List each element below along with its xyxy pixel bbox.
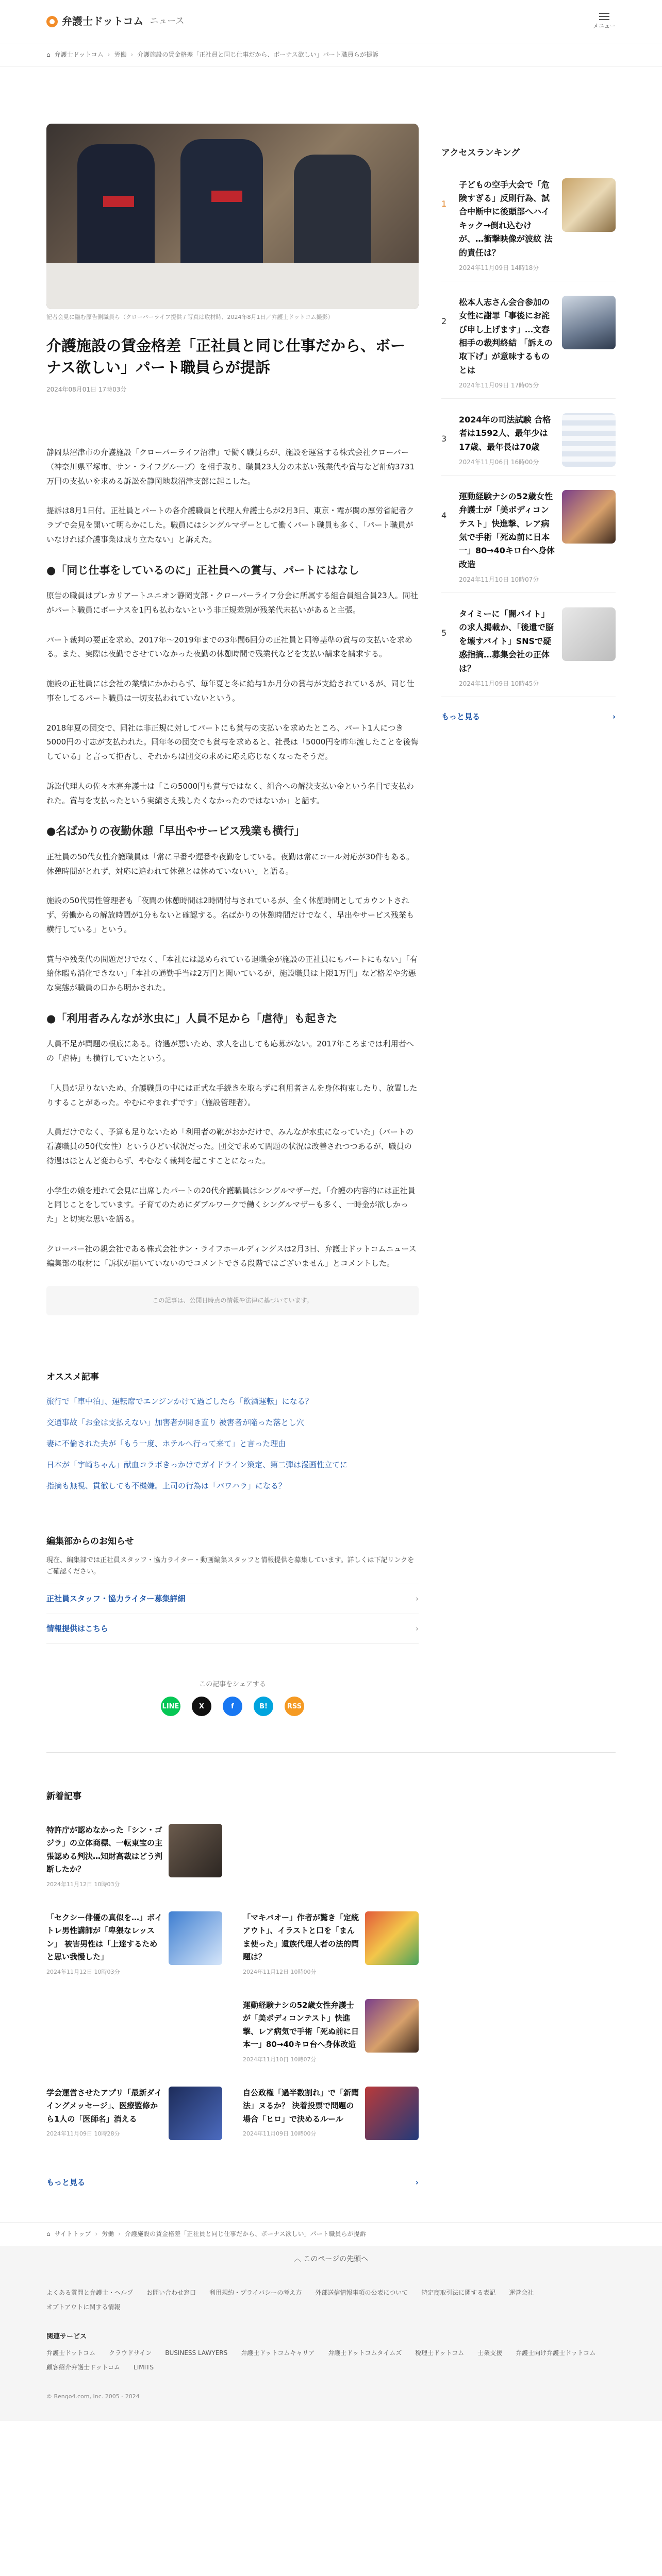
new-article-title: 「マキバオー」作者が驚き「定統アウト」、イラストと口を「まんま使った」遺族代理人者の法的問題は？ (243, 1912, 359, 1962)
breadcrumb-item[interactable]: 弁護士ドットコム (54, 51, 104, 58)
article-paragraph: 正社員の50代女性介護職員は「常に早番や遅番や夜勤をしている。夜勤は常にコール対応が30件もある。休憩時間がとれず、対応に追われて休憩とは休めていないい」と語る。 (46, 852, 414, 876)
footer-links (46, 2288, 616, 2312)
article-hero-image (46, 124, 419, 309)
breadcrumb-item[interactable]: サイトトップ (54, 2230, 91, 2238)
logo-mark-icon (46, 16, 58, 27)
ranking-number: 3 (441, 433, 447, 444)
new-articles-title: 新着記事 (46, 1791, 81, 1802)
editorial-text: 現在、編集部では正社員スタッフ・協力ライター・動画編集スタッフと情報提供を募集しています。詳しくは下記リンクをご確認ください。 (46, 1556, 415, 1576)
tip-link[interactable] (46, 1614, 419, 1644)
service-link[interactable]: LIMITS (134, 2363, 154, 2371)
menu-label: メニュー (593, 23, 616, 30)
chevron-right-icon: › (416, 1594, 419, 1604)
ranking-item[interactable] (441, 604, 616, 697)
new-article-title: 特許庁が認めなかった「シン・ゴジラ」の立体商標、一転東宝の主張認める判決…知財高裁はどう判断したか？ (46, 1825, 163, 1874)
new-article-thumbnail (365, 1911, 419, 1965)
ranking-thumbnail (562, 178, 616, 232)
ranking-item-date: 2024年11月09日 10時45分 (459, 680, 539, 687)
service-link[interactable]: 税理士ドットコム (415, 2349, 465, 2357)
image-caption: 記者会見に臨む原告側職員ら（クローバーライフ提供 / 写真は取材時、2024年8月1日／弁護士ドットコム撮影） (46, 313, 334, 320)
section-heading: ●名ばかりの夜勤休憩「早出やサービス残業も横行」 (46, 825, 305, 838)
ranking-thumbnail (562, 607, 616, 661)
recommended-articles (46, 1369, 419, 1496)
new-articles-more-label: もっと見る (46, 2177, 86, 2187)
section-heading: ●「利用者みんなが氷虫に」人員不足から「虐待」も起きた (46, 1012, 338, 1025)
ranking-number: 2 (441, 316, 447, 326)
breadcrumb-item[interactable]: 労働 (114, 51, 127, 58)
new-article-title: 「セクシー俳優の真似を…」ボイトレ男性講師が「卑猥なレッスン」 被害男性は「上達するためと思い我慢した」 (46, 1912, 163, 1962)
footer-link[interactable]: お問い合わせ窓口 (146, 2289, 196, 2297)
new-article-date: 2024年11月10日 10時07分 (243, 2056, 317, 2063)
new-article-card-empty (243, 1824, 419, 1891)
page-top-link[interactable] (0, 2246, 662, 2273)
new-article-card[interactable] (243, 1999, 419, 2066)
article-paragraph: 人員不足が問題の根底にある。待遇が悪いため、求人を出しても応募がない。2017年ころまでは利用者への「虐待」も横行していたという。 (46, 1039, 414, 1063)
hamburger-icon (599, 13, 609, 20)
article-paragraph: クローバー社の親会社である株式会社サン・ライフホールディングスは2月3日、弁護士ドットコムニュース編集部の取材に「訴状が届いていないのでコメントできる段階ではございません」とコメントした。 (46, 1244, 417, 1268)
article-paragraph: 訴訟代理人の佐々木亮弁護士は「この5000円も賞与ではなく、組合への解決支払い金という名目で支払われた。賞与を支払ったという実績さえ残したくなかったのではないか」と話す。 (46, 781, 414, 805)
ranking-item[interactable] (441, 487, 616, 593)
ranking-item-date: 2024年11月06日 16時00分 (459, 459, 539, 466)
new-article-title: 運動経験ナシの52歳女性弁護士が「美ボディコンテスト」快進撃、レア病気で手術「死ぬ前に日本一」80→40キロ台へ身体改造 (243, 2000, 359, 2049)
article-paragraph: 「人員が足りないため、介護職員の中には正式な手続きを取らずに利用者さんを身体拘束したり、放置したりすることがあった。やむにやまれずです」（施設管理者）。 (46, 1083, 418, 1107)
new-article-title: 自公政権「過半数割れ」で「新聞法」ヌるか？ 決着投票で問題の場合「ヒロ」で決めるルール (243, 2088, 359, 2124)
ranking-item[interactable] (441, 410, 616, 476)
article-paragraph: 人員だけでなく、予算も足りないため「利用者の靴がおかだけで、みんなが水虫になっていた」（パートの看護職員の50代女性）というひどい状況だった。団交で求めて問題の状況は改善されつつあるが、職員の待遇はほとんど変わらず、やむなく裁判を起こすことになった。 (46, 1127, 413, 1165)
breadcrumb-separator: › (107, 51, 110, 58)
new-article-date: 2024年11月09日 10時28分 (46, 2130, 120, 2138)
ranking-item-date: 2024年11月10日 10時07分 (459, 576, 539, 584)
new-article-date: 2024年11月12日 10時03分 (46, 1968, 120, 1975)
new-article-date: 2024年11月12日 10時00分 (243, 1968, 317, 1975)
new-article-title: 学会運営させたアプリ「最新ダイイングメッセージ」、医療監修から1人の「医師名」消える (46, 2088, 162, 2124)
new-article-card[interactable] (46, 1911, 222, 1978)
chevron-right-icon: › (416, 1624, 419, 1634)
recruit-link[interactable] (46, 1584, 419, 1614)
ranking-number: 5 (441, 628, 447, 638)
recruit-link-label: 正社員スタッフ・協力ライター募集詳細 (46, 1594, 186, 1604)
service-link[interactable]: 士業支援 (477, 2349, 503, 2357)
breadcrumb (0, 43, 662, 66)
ranking-item[interactable] (441, 293, 616, 399)
article-paragraph: 提訴は8月1日付。正社員とパートの各介護職員と代理人弁護士らが2月3日、東京・霞が関の厚労省記者クラブで会見を開いて明らかにした。職員にはシングルマザーとして働くパート職員も多く、「パート職員がいなければ介護事業は成り立たない」と訴えた。 (46, 506, 415, 544)
article-paragraph: 賞与や残業代の問題だけでなく、「本社には認められている退職金が施設の正社員にもパートにもない」「有給休暇も消化できない」「本社の通勤手当は2万円と聞いているが、施設職員は上限1万円」など格差や劣悪な実態が職員の口から明かされた。 (46, 954, 418, 993)
home-icon: ⌂ (46, 2230, 51, 2238)
chevron-up-icon: ︿ (293, 2255, 304, 2263)
sidebar (441, 124, 616, 1717)
ranking-thumbnail (562, 296, 616, 349)
ranking-item-title: 松本人志さん会合参加の女性に謝罪「事後にお詫び申し上げます」…文春相手の裁判終結 「訴えの取下げ」が意味するものとは (459, 297, 553, 375)
new-article-thumbnail (365, 2087, 419, 2140)
article-main (46, 124, 419, 1717)
article-paragraph: 2018年夏の団交で、同社は非正規に対してパートにも賞与の支払いを求めたところ、パート1人につき5000円の寸志が支払われた。同年冬の団交でも賞与を求めると、社長は「5000円を昨年渡したことを後悔している」と言って拒否し、それからは団交の求めに応え応じなくなったそうだ。 (46, 723, 419, 761)
share-label: この記事をシェアする (199, 1681, 266, 1689)
editorial-notice (46, 1534, 419, 1645)
line-share-icon[interactable]: LINE (161, 1697, 180, 1716)
chevron-right-icon: › (612, 711, 616, 721)
ranking-more-label: もっと見る (441, 711, 481, 721)
service-link[interactable]: 弁護士ドットコム (46, 2349, 96, 2357)
footer-link[interactable]: オプトアウトに関する情報 (46, 2303, 121, 2311)
article-paragraph: 原告の職員はプレカリアートユニオン静岡支部・クローバーライフ分会に所属する組合員組合員23人。同社がパート職員にボーナスを1円も払わないという非正規差別が残業代未払いがあると主張。 (46, 591, 418, 615)
article-date: 2024年08月01日 17時03分 (46, 386, 127, 394)
article-title: 介護施設の賃金格差「正社員と同じ仕事だから、ボーナス欲しい」パート職員らが提訴 (46, 337, 406, 377)
ranking-number: 4 (441, 510, 447, 520)
site-header (0, 0, 662, 43)
article-paragraph: 施設の50代男性管理者も「夜間の休憩時間は2時間付与されているが、全く休憩時間としてカウントされず、労働からの解放時間が1分もないと確認する。名ばかりの休憩時間だけでなく、早出やサービス残業も横行している」という。 (46, 896, 415, 934)
service-link[interactable]: 弁護士向け弁護士ドットコム (516, 2349, 596, 2357)
rss-icon[interactable]: RSS (285, 1697, 304, 1716)
new-article-thumbnail (365, 1999, 419, 2053)
recommended-link[interactable]: 指摘も無視、貫徹しても不機嫌。上司の行為は「パワハラ」になる？ (46, 1481, 287, 1490)
new-articles-more-link[interactable] (46, 2174, 419, 2191)
new-article-date: 2024年11月09日 10時00分 (243, 2130, 317, 2138)
ranking-item-title: 2024年の司法試験 合格者は1592人、最年少は17歳、最年長は70歳 (459, 414, 551, 452)
hatena-share-icon[interactable]: B! (254, 1697, 273, 1716)
breadcrumb-separator: › (130, 51, 134, 58)
tip-link-label: 情報提供はこちら (46, 1624, 109, 1634)
new-articles (46, 1752, 616, 2191)
new-article-card[interactable] (243, 1911, 419, 1978)
service-link[interactable]: BUSINESS LAWYERS (165, 2349, 228, 2357)
ranking-item-title: 運動経験ナシの52歳女性弁護士が「美ボディコンテスト」快進撃、レア病気で手術「死ぬ前に日本一」80→40キロ台へ身体改造 (459, 491, 555, 569)
footer-link[interactable]: よくある質問と弁護士・ヘルプ (46, 2289, 134, 2297)
new-article-date: 2024年11月12日 10時03分 (46, 1880, 120, 1888)
chevron-right-icon: › (415, 2177, 419, 2187)
share-section (46, 1680, 419, 1716)
home-icon: ⌂ (46, 51, 51, 58)
recommended-title: オススメ記事 (46, 1372, 99, 1383)
breadcrumb-separator: › (118, 2230, 121, 2238)
ranking-item-date: 2024年11月09日 17時05分 (459, 382, 539, 389)
site-logo[interactable] (46, 12, 185, 31)
footer-link[interactable]: 運営会社 (509, 2289, 534, 2297)
footer-link[interactable]: 特定商取引法に関する表記 (421, 2289, 496, 2297)
recommended-link[interactable]: 日本が「宇崎ちゃん」献血コラボきっかけでガイドライン策定、第二弾は漫画性立てに (46, 1460, 348, 1469)
service-link[interactable]: 弁護士ドットコムキャリア (241, 2349, 315, 2357)
article-paragraph: 施設の正社員には会社の業績にかかわらず、毎年夏と冬に給与1か月分の賞与が支給されているが、同じ仕事をしてるパート職員は一切支払われていないという。 (46, 679, 415, 703)
brand-sub: ニュース (150, 15, 185, 26)
services-title: 関連サービス (46, 2333, 87, 2341)
footer-link[interactable]: 外部送信情報事項の公表について (315, 2289, 408, 2297)
recommended-link[interactable]: 交通事故「お金は支払えない」加害者が開き直り 被害者が陥った落とし穴 (46, 1417, 304, 1427)
ranking-thumbnail (562, 413, 616, 467)
footer-breadcrumb (0, 2223, 662, 2246)
site-footer (0, 2222, 662, 2421)
services-links (46, 2348, 616, 2372)
breadcrumb-current: 介護施設の賃金格差「正社員と同じ仕事だから、ボーナス欲しい」パート職員らが提訴 (137, 51, 378, 58)
breadcrumb-item[interactable]: 労働 (102, 2230, 114, 2238)
service-link[interactable]: 顧客紹介弁護士ドットコム (46, 2363, 121, 2371)
x-share-icon[interactable]: X (192, 1697, 211, 1716)
ranking-item-date: 2024年11月09日 14時18分 (459, 264, 539, 272)
ranking-item-title: タイミーに「闇バイト」の求人掲載か、「後遺で脳を壊すバイト」SNSで疑惑指摘…募集会社の正体は？ (459, 609, 554, 673)
article-paragraph: パート裁判の要正を求め、2017年〜2019年までの3年間6回分の正社員と同等基準の賞与の支払いを求める。また、実際は夜勤でさせていなかった夜勤の休憩時間で残業代などを支払い請求を請求する。 (46, 635, 412, 659)
new-article-card[interactable] (46, 2087, 222, 2154)
new-article-card[interactable] (46, 1824, 222, 1891)
new-article-card-empty (46, 1999, 222, 2066)
ranking-item[interactable] (441, 175, 616, 281)
article-body (46, 446, 419, 1315)
new-article-card[interactable] (243, 2087, 419, 2154)
new-article-thumbnail (169, 1824, 222, 1877)
section-heading: ●「同じ仕事をしているのに」正社員への賞与、パートにはなし (46, 564, 359, 577)
ranking-item-title: 子どもの空手大会で「危険すぎる」反則行為、試合中断中に後頭部へハイキック→倒れ込むけが、…衝撃映像が波紋 法的責任は？ (459, 179, 553, 258)
article-paragraph: 小学生の娘を連れて会見に出席したパートの20代介護職員はシングルマザーだ。「介護の内容的には正社員と同じことをしています。子育てのためにダブルワークで働くシングルマザーも多く、一時金が欲しかった」と切実な思いを語る。 (46, 1185, 416, 1224)
recommended-link[interactable]: 妻に不倫された夫が「もう一度、ホテルへ行って来て」と言った理由 (46, 1438, 286, 1448)
recommended-link[interactable]: 旅行で「車中泊」、運転席でエンジンかけて過ごしたら「飲酒運転」になる？ (46, 1396, 313, 1406)
footer-link[interactable]: 利用規約・プライバシーの考え方 (209, 2289, 302, 2297)
service-link[interactable]: クラウドサイン (109, 2349, 152, 2357)
copyright: © Bengo4.com, Inc. 2005 - 2024 (46, 2393, 140, 2400)
new-article-thumbnail (169, 1911, 222, 1965)
article-paragraph: 静岡県沼津市の介護施設「クローバーライフ沼津」で働く職員らが、施設を運営する株式会社クローバー（神奈川県平塚市、サン・ライフグループ）を相手取り、職員23人分の未払い残業代や賞与など計約3731万円の支払いを求める訴訟を静岡地裁沼津支部に起こした。 (46, 448, 415, 486)
breadcrumb-current: 介護施設の賃金格差「正社員と同じ仕事だから、ボーナス欲しい」パート職員らが提訴 (125, 2230, 366, 2238)
editorial-title: 編集部からのお知らせ (46, 1536, 134, 1547)
brand-name: 弁護士ドットコム (62, 15, 144, 27)
ranking-title: アクセスランキング (441, 147, 520, 158)
article-notice: この記事は、公開日時点の情報や法律に基づいています。 (46, 1286, 419, 1315)
facebook-share-icon[interactable]: f (223, 1697, 242, 1716)
ranking-thumbnail (562, 490, 616, 544)
service-link[interactable]: 弁護士ドットコムタイムズ (328, 2349, 402, 2357)
ranking-number: 1 (441, 198, 447, 209)
ranking-more-link[interactable] (441, 708, 616, 725)
breadcrumb-separator: › (95, 2230, 98, 2238)
page-top-label: このページの先頭へ (303, 2255, 369, 2263)
menu-button[interactable] (593, 13, 616, 29)
new-article-thumbnail (169, 2087, 222, 2140)
